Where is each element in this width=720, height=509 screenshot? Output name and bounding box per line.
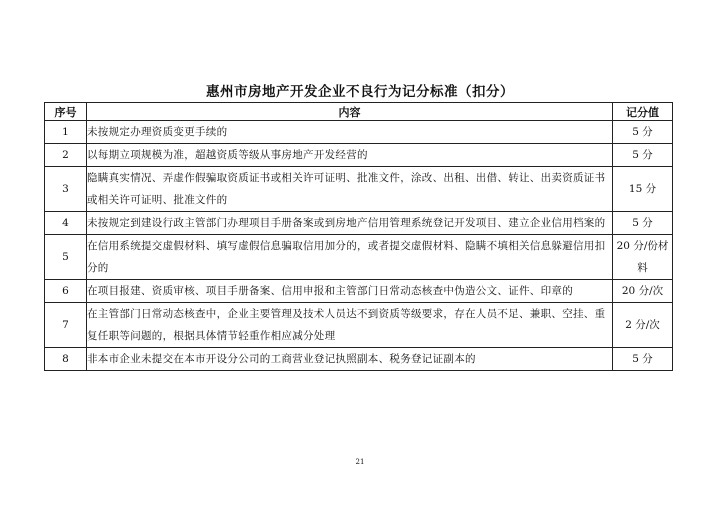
row-content: 在主管部门日常动态核查中，企业主要管理及技术人员达不到资质等级要求，存在人员不足、兼职、空挂、重复任职等问题的，根据具体情节轻重作相应减分处理 — [87, 303, 613, 348]
header-score: 记分值 — [613, 103, 673, 121]
table-row — [45, 303, 673, 348]
row-number: 1 — [45, 121, 87, 144]
header-content: 内容 — [87, 103, 613, 121]
row-number: 6 — [45, 280, 87, 303]
table-row — [45, 121, 673, 144]
row-content: 在信用系统提交虚假材料、填写虚假信息骗取信用加分的，或者提交虚假材料、隐瞒不填相关信息躲避信用扣分的 — [87, 235, 613, 280]
table-header-row — [45, 103, 673, 121]
row-content: 隐瞒真实情况、弄虚作假骗取资质证书或相关许可证明、批准文件，涂改、出租、出借、转让、出卖资质证书或相关许可证明、批准文件的 — [87, 167, 613, 212]
row-content: 在项目报建、资质审核、项目手册备案、信用申报和主管部门日常动态核查中伪造公文、证件、印章的 — [87, 280, 613, 303]
page-title: 惠州市房地产开发企业不良行为记分标准（扣分） — [206, 84, 514, 100]
row-content: 以每期立项规模为准，超越资质等级从事房地产开发经营的 — [87, 144, 613, 167]
row-number: 3 — [45, 167, 87, 212]
row-score: 20 分/份材料 — [613, 235, 673, 280]
table-row — [45, 280, 673, 303]
row-score: 5 分 — [613, 144, 673, 167]
table-row — [45, 212, 673, 235]
row-content: 未按规定到建设行政主管部门办理项目手册备案或到房地产信用管理系统登记开发项目、建立企业信用档案的 — [87, 212, 613, 235]
row-score: 2 分/次 — [613, 303, 673, 348]
row-number: 5 — [45, 235, 87, 280]
row-score: 5 分 — [613, 121, 673, 144]
table-row — [45, 235, 673, 280]
row-score: 5 分 — [613, 212, 673, 235]
row-content: 未按规定办理资质变更手续的 — [87, 121, 613, 144]
row-score: 20 分/次 — [613, 280, 673, 303]
table-row — [45, 348, 673, 371]
row-number: 4 — [45, 212, 87, 235]
table-row — [45, 144, 673, 167]
scoring-table — [44, 102, 673, 371]
row-content: 非本市企业未提交在本市开设分公司的工商营业登记执照副本、税务登记证副本的 — [87, 348, 613, 371]
table-row — [45, 167, 673, 212]
row-number: 8 — [45, 348, 87, 371]
row-score: 5 分 — [613, 348, 673, 371]
row-number: 2 — [45, 144, 87, 167]
row-number: 7 — [45, 303, 87, 348]
row-score: 15 分 — [613, 167, 673, 212]
page-number: 21 — [355, 458, 365, 466]
header-no: 序号 — [45, 103, 87, 121]
